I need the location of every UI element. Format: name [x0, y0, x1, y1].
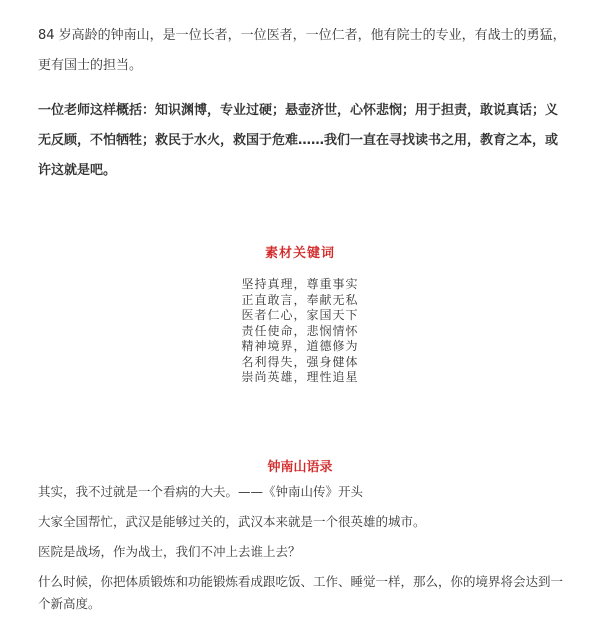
keyword-item: 正直敢言，奉献无私 — [241, 292, 359, 307]
quote-item: 大家全国帮忙，武汉是能够过关的，武汉本来就是一个很英雄的城市。 — [38, 514, 426, 529]
teacher-summary-paragraph: 一位老师这样概括：知识渊博，专业过硬；悬壶济世，心怀悲悯；用于担责，敢说真话；义无反顾，不怕牺牲；救民于水火，救国于危难……我们一直在寻找读书之用，教育之本，或许这就是吧。 — [38, 103, 559, 178]
keyword-item: 责任使命，悲悯情怀 — [241, 323, 359, 338]
intro-paragraph: 84 岁高龄的钟南山，是一位长者，一位医者，一位仁者，他有院士的专业，有战士的勇猛，更有国士的担当。 — [38, 28, 566, 73]
quotes-section-title: 钟南山语录 — [267, 460, 333, 475]
keyword-item: 崇尚英雄，理性追星 — [241, 370, 359, 384]
keyword-item: 名利得失，强身健体 — [241, 354, 359, 369]
quote-item: 其实，我不过就是一个看病的大夫。——《钟南山传》开头 — [38, 484, 364, 499]
keyword-item: 坚持真理，尊重事实 — [241, 277, 359, 291]
quote-item: 医院是战场，作为战士，我们不冲上去谁上去？ — [38, 544, 301, 559]
keywords-list — [0, 277, 600, 386]
keywords-section-title: 素材关键词 — [264, 246, 335, 261]
quote-item: 什么时候，你把体质锻炼和功能锻炼看成跟吃饭、工作、睡觉一样，那么，你的境界将会达到一个新高度。 — [38, 574, 564, 611]
keyword-item: 医者仁心，家国天下 — [241, 308, 359, 322]
keyword-item: 精神境界，道德修为 — [241, 339, 359, 353]
